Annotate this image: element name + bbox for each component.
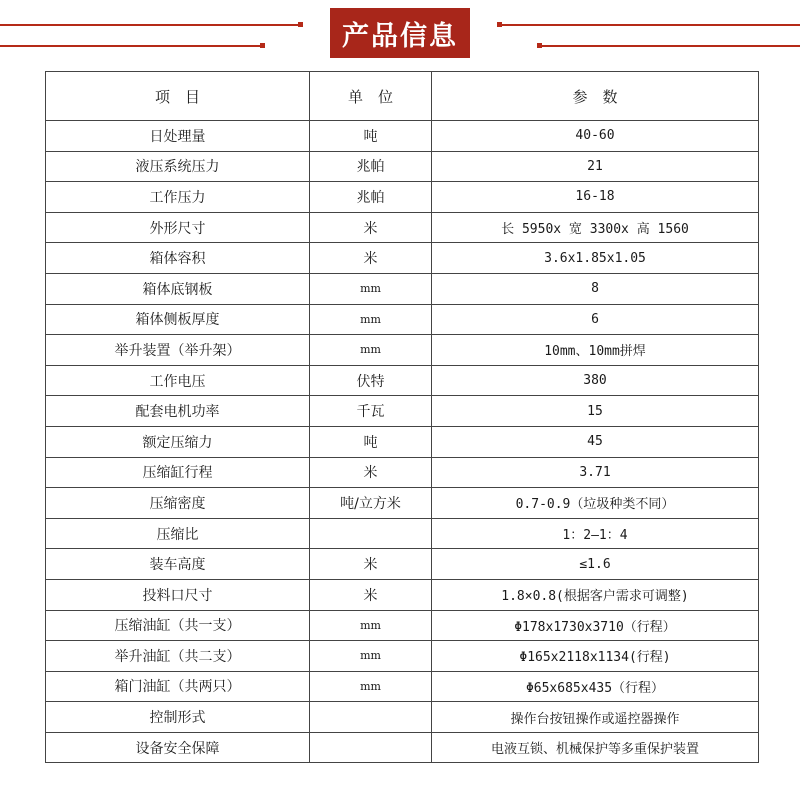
cell-item: 压缩油缸（共一支） (46, 610, 310, 641)
cell-item: 外形尺寸 (46, 212, 310, 243)
cell-item: 控制形式 (46, 702, 310, 733)
column-header-unit: 单 位 (310, 72, 432, 121)
table-row (46, 610, 759, 641)
cell-item: 工作压力 (46, 182, 310, 213)
cell-item: 箱体底钢板 (46, 273, 310, 304)
cell-unit (310, 702, 432, 733)
table-row (46, 579, 759, 610)
table-row (46, 121, 759, 152)
cell-parameter: 21 (432, 151, 759, 182)
table-row (46, 304, 759, 335)
cell-parameter: 操作台按钮操作或遥控器操作 (432, 702, 759, 733)
decor-dot (298, 22, 303, 27)
table-row (46, 671, 759, 702)
cell-unit: mm (310, 304, 432, 335)
decor-line-right-top (500, 24, 800, 26)
cell-item: 额定压缩力 (46, 426, 310, 457)
table-row (46, 273, 759, 304)
decor-dot (497, 22, 502, 27)
cell-unit: mm (310, 335, 432, 366)
cell-unit: 兆帕 (310, 182, 432, 213)
cell-unit (310, 732, 432, 763)
cell-unit: 米 (310, 243, 432, 274)
table-row (46, 335, 759, 366)
table-row (46, 549, 759, 580)
cell-parameter: 0.7-0.9（垃圾种类不同） (432, 488, 759, 519)
table-row (46, 365, 759, 396)
table-row (46, 151, 759, 182)
cell-parameter: 45 (432, 426, 759, 457)
cell-parameter: Φ165x2118x1134(行程) (432, 641, 759, 672)
spec-table-body (46, 121, 759, 763)
cell-item: 日处理量 (46, 121, 310, 152)
cell-parameter: 1.8×0.8(根据客户需求可调整) (432, 579, 759, 610)
table-row (46, 243, 759, 274)
cell-parameter: 16-18 (432, 182, 759, 213)
decor-line-left-bottom (0, 45, 262, 47)
decor-line-left-top (0, 24, 300, 26)
cell-parameter: 8 (432, 273, 759, 304)
cell-parameter: 40-60 (432, 121, 759, 152)
table-row (46, 457, 759, 488)
cell-item: 举升装置（举升架） (46, 335, 310, 366)
cell-item: 箱体侧板厚度 (46, 304, 310, 335)
cell-unit: 米 (310, 457, 432, 488)
cell-parameter: ≤1.6 (432, 549, 759, 580)
column-header-item: 项 目 (46, 72, 310, 121)
cell-unit: 千瓦 (310, 396, 432, 427)
cell-item: 配套电机功率 (46, 396, 310, 427)
cell-parameter: 3.71 (432, 457, 759, 488)
decor-dot (537, 43, 542, 48)
cell-unit: 兆帕 (310, 151, 432, 182)
cell-unit: 吨 (310, 426, 432, 457)
cell-unit: 吨/立方米 (310, 488, 432, 519)
cell-parameter: 15 (432, 396, 759, 427)
page-title: 产品信息 (330, 8, 470, 58)
decor-dot (260, 43, 265, 48)
cell-parameter: Φ65x685x435（行程） (432, 671, 759, 702)
cell-item: 投料口尺寸 (46, 579, 310, 610)
cell-unit: mm (310, 641, 432, 672)
table-row (46, 732, 759, 763)
cell-item: 压缩密度 (46, 488, 310, 519)
decor-line-right-bottom (540, 45, 800, 47)
cell-item: 设备安全保障 (46, 732, 310, 763)
table-row (46, 212, 759, 243)
cell-parameter: 380 (432, 365, 759, 396)
table-row (46, 182, 759, 213)
cell-parameter: 6 (432, 304, 759, 335)
table-row (46, 518, 759, 549)
cell-unit: mm (310, 610, 432, 641)
table-row (46, 426, 759, 457)
cell-parameter: 10mm、10mm拼焊 (432, 335, 759, 366)
cell-unit: 米 (310, 212, 432, 243)
table-row (46, 641, 759, 672)
spec-table (45, 71, 759, 763)
cell-item: 压缩缸行程 (46, 457, 310, 488)
cell-parameter: 1：2—1：4 (432, 518, 759, 549)
table-row (46, 488, 759, 519)
cell-item: 箱门油缸（共两只） (46, 671, 310, 702)
cell-item: 箱体容积 (46, 243, 310, 274)
cell-unit: 吨 (310, 121, 432, 152)
cell-item: 工作电压 (46, 365, 310, 396)
table-row (46, 396, 759, 427)
cell-parameter: 3.6x1.85x1.05 (432, 243, 759, 274)
cell-parameter: 电液互锁、机械保护等多重保护装置 (432, 732, 759, 763)
cell-parameter: 长 5950x 宽 3300x 高 1560 (432, 212, 759, 243)
cell-unit: mm (310, 273, 432, 304)
cell-unit: 伏特 (310, 365, 432, 396)
cell-unit: mm (310, 671, 432, 702)
cell-item: 压缩比 (46, 518, 310, 549)
cell-unit: 米 (310, 549, 432, 580)
cell-item: 装车高度 (46, 549, 310, 580)
table-header-row (46, 72, 759, 121)
table-row (46, 702, 759, 733)
column-header-parameter: 参 数 (432, 72, 759, 121)
cell-unit (310, 518, 432, 549)
cell-item: 液压系统压力 (46, 151, 310, 182)
cell-unit: 米 (310, 579, 432, 610)
cell-item: 举升油缸（共二支） (46, 641, 310, 672)
cell-parameter: Φ178x1730x3710（行程） (432, 610, 759, 641)
